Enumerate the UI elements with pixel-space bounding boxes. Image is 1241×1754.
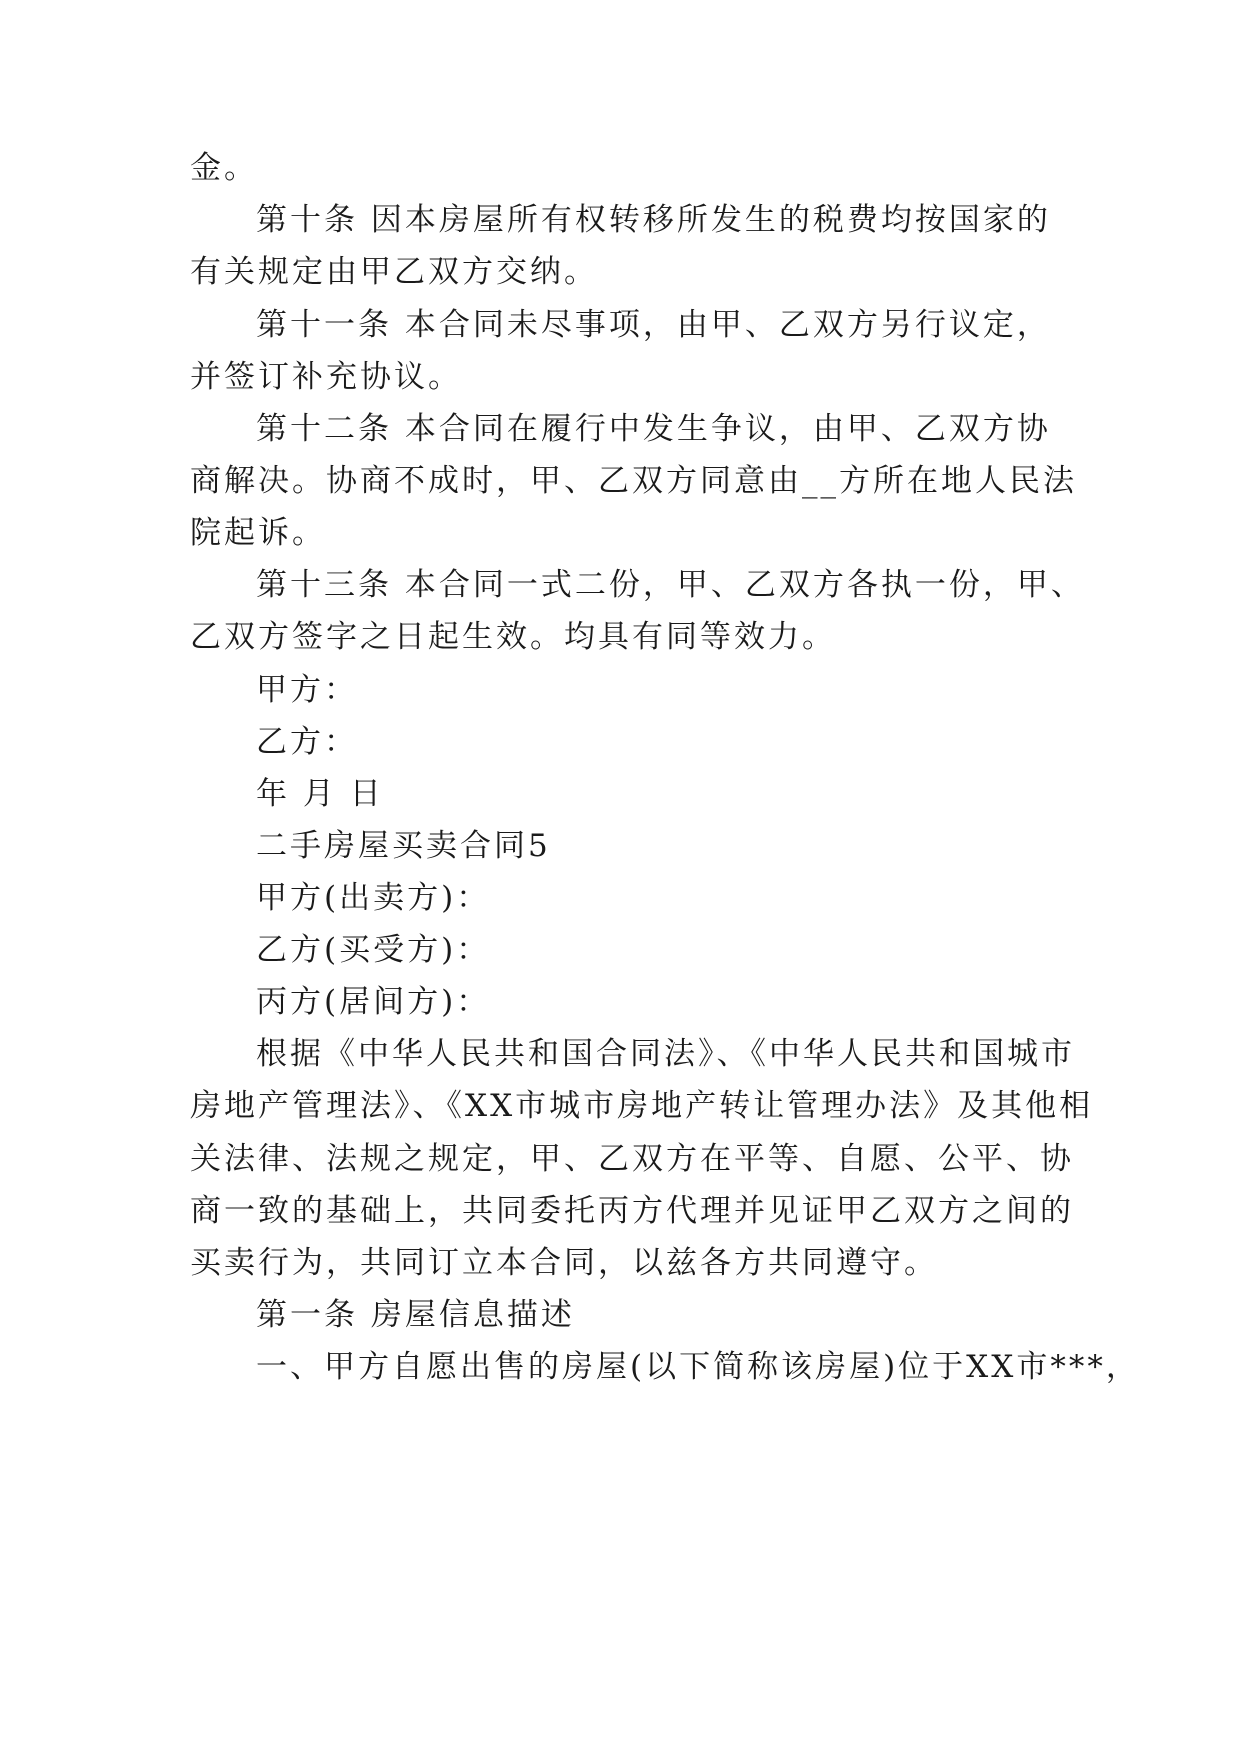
text-line: 乙双方签字之日起生效。均具有同等效力。 xyxy=(190,619,836,655)
text-line: 金。 xyxy=(190,150,258,186)
clause-10-line: 第十条 因本房屋所有权转移所发生的税费均按国家的 xyxy=(256,202,1051,238)
party-b-label: 乙方(买受方)： xyxy=(256,932,491,968)
preamble-line: 根据《中华人民共和国合同法》、《中华人民共和国城市 xyxy=(256,1036,1075,1072)
text-line: 有关规定由甲乙双方交纳。 xyxy=(190,254,598,290)
date-line: 年 月 日 xyxy=(256,776,384,812)
text-line: 商一致的基础上，共同委托丙方代理并见证甲乙双方之间的 xyxy=(190,1193,1074,1229)
text-line: 关法律、法规之规定，甲、乙双方在平等、自愿、公平、协 xyxy=(190,1141,1074,1177)
contract-title: 二手房屋买卖合同5 xyxy=(256,828,551,864)
clause-1-item-1: 一、甲方自愿出售的房屋(以下简称该房屋)位于XX市***， xyxy=(256,1349,1140,1385)
text-line: 并签订补充协议。 xyxy=(190,359,462,395)
party-b-signature-label: 乙方： xyxy=(256,724,358,760)
text-line: 买卖行为，共同订立本合同，以兹各方共同遵守。 xyxy=(190,1245,938,1281)
clause-13-line: 第十三条 本合同一式二份，甲、乙双方各执一份，甲、 xyxy=(256,567,1085,603)
text-line: 房地产管理法》、《XX市城市房地产转让管理办法》及其他相 xyxy=(190,1088,1094,1124)
clause-11-line: 第十一条 本合同未尽事项，由甲、乙双方另行议定， xyxy=(256,307,1051,343)
text-line: 商解决。协商不成时，甲、乙双方同意由__方所在地人民法 xyxy=(190,463,1077,499)
party-a-signature-label: 甲方： xyxy=(256,672,358,708)
text-line: 院起诉。 xyxy=(190,515,326,551)
clause-1-heading: 第一条 房屋信息描述 xyxy=(256,1297,575,1333)
party-a-label: 甲方(出卖方)： xyxy=(256,880,491,916)
clause-12-line: 第十二条 本合同在履行中发生争议，由甲、乙双方协 xyxy=(256,411,1051,447)
party-c-label: 丙方(居间方)： xyxy=(256,984,491,1020)
